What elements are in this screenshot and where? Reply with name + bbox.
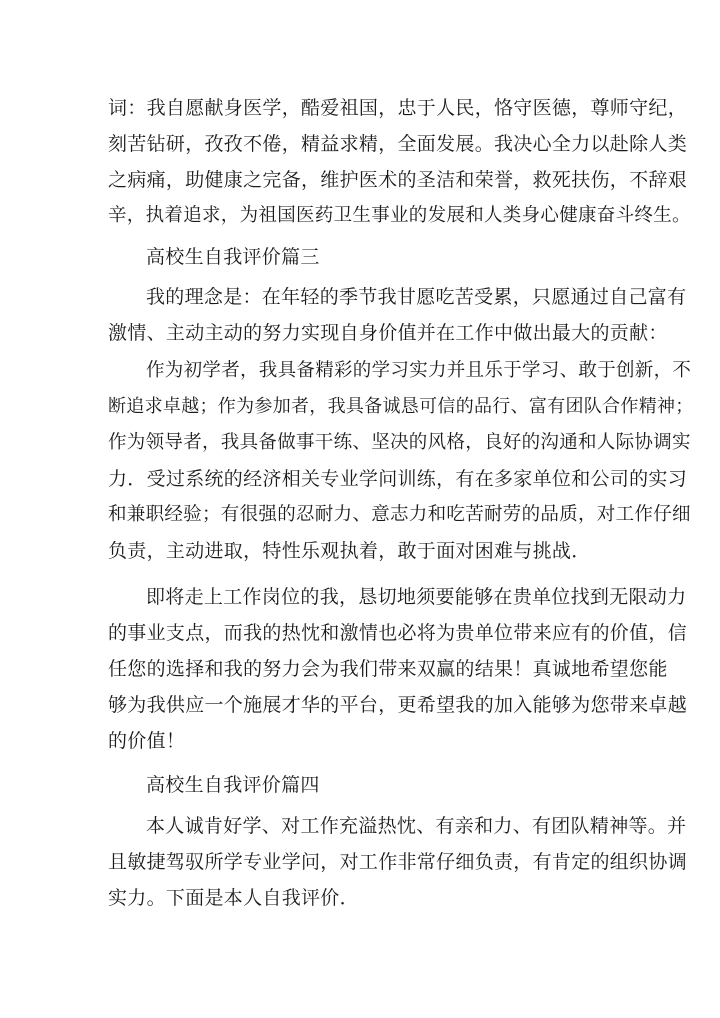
- text-line: 词：我自愿献身医学，酷爱祖国，忠于人民，恪守医德，尊师守纪，: [108, 97, 688, 119]
- text-line: 和兼职经验；有很强的忍耐力、意志力和吃苦耐劳的品质，对工作仔细: [108, 504, 691, 525]
- text-line: 力．受过系统的经济相关专业学问训练，有在多家单位和公司的实习: [108, 468, 688, 490]
- text-line: 激情、主动主动的努力实现自身价值并在工作中做出最大的贡献：: [108, 322, 668, 344]
- text-line: 的事业支点，而我的热忱和激情也必将为贵单位带来应有的价值，信: [108, 622, 688, 644]
- paragraph-first-line: 我的理念是：在年轻的季节我甘愿吃苦受累，只愿通过自己富有: [146, 286, 687, 308]
- section-heading: 高校生自我评价篇四: [146, 774, 320, 796]
- text-line: 实力。下面是本人自我评价．: [108, 887, 359, 909]
- text-line: 够为我供应一个施展才华的平台，更希望我的加入能够为您带来卓越: [108, 694, 688, 716]
- text-line: 任您的选择和我的努力会为我们带来双赢的结果！真诚地希望您能: [108, 658, 668, 680]
- paragraph-first-line: 即将走上工作岗位的我，恳切地须要能够在贵单位找到无限动力: [146, 586, 687, 608]
- paragraph-first-line: 本人诚肯好学、对工作充溢热忱、有亲和力、有团队精神等。并: [146, 815, 687, 837]
- paragraph-first-line: 作为初学者，我具备精彩的学习实力并且乐于学习、敢于创新，不: [146, 360, 692, 381]
- text-line: 之病痛，助健康之完备，维护医术的圣洁和荣誉，救死扶伤，不辞艰: [108, 169, 688, 191]
- text-line: 的价值！: [108, 730, 186, 752]
- section-heading: 高校生自我评价篇三: [146, 246, 320, 268]
- text-line: 辛，执着追求，为祖国医药卫生事业的发展和人类身心健康奋斗终生。: [108, 205, 691, 226]
- text-line: 作为领导者，我具备做事干练、坚决的风格，良好的沟通和人际协调实: [108, 432, 691, 453]
- text-line: 断追求卓越；作为参加者，我具备诚恳可信的品行、富有团队合作精神；: [108, 396, 694, 417]
- text-line: 且敏捷驾驭所学专业学问，对工作非常仔细负责，有肯定的组织协调: [108, 851, 688, 873]
- text-line: 负责，主动进取，特性乐观执着，敢于面对困难与挑战．: [108, 540, 591, 562]
- text-line: 刻苦钻研，孜孜不倦，精益求精，全面发展。我决心全力以赴除人类: [108, 133, 688, 155]
